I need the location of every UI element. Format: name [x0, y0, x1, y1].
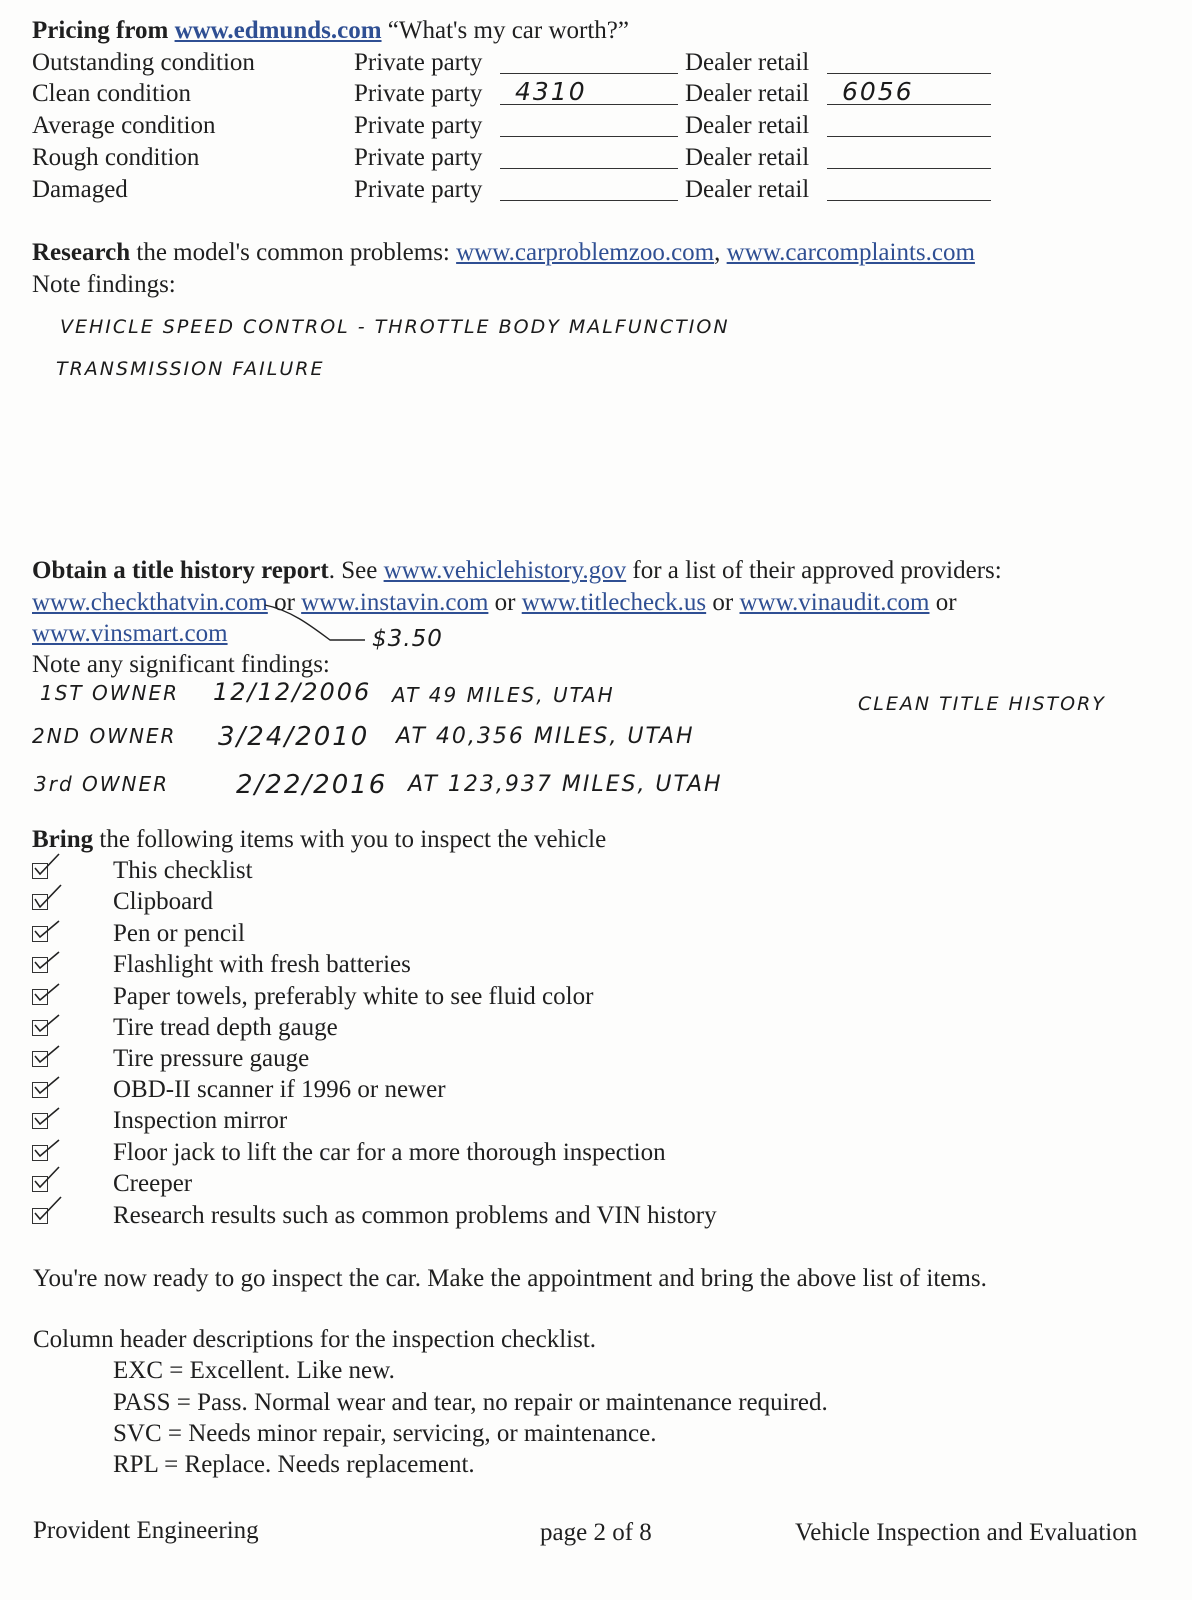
dealer-retail-value: 6056 [842, 77, 914, 106]
checklist-item-label: Tire pressure gauge [113, 1045, 310, 1072]
checklist-item-label: Research results such as common problems and VIN history [113, 1202, 717, 1229]
checkbox[interactable] [32, 1176, 48, 1192]
checklist-item-label: Flashlight with fresh batteries [113, 951, 411, 978]
condition-label: Clean condition [32, 80, 191, 107]
dealer-retail-label: Dealer retail [685, 49, 810, 76]
note-findings-label: Note findings: [32, 271, 176, 298]
dealer-retail-label: Dealer retail [685, 80, 810, 107]
title-history-text1: . See [328, 557, 378, 584]
owner-ordinal: 1ST OWNER [40, 681, 180, 705]
owner-date: 3/24/2010 [218, 722, 370, 752]
handwritten-finding: VEHICLE SPEED CONTROL - THROTTLE BODY MALFUNCTION [60, 316, 730, 338]
private-party-label: Private party [354, 144, 483, 171]
checklist-item-label: Tire tread depth gauge [113, 1014, 338, 1041]
carcomplaints-link[interactable]: www.carcomplaints.com [726, 239, 975, 266]
column-definition: SVC = Needs minor repair, servicing, or maintenance. [113, 1420, 657, 1447]
carproblemzoo-link[interactable]: www.carproblemzoo.com [456, 239, 715, 266]
title-summary: CLEAN TITLE HISTORY [858, 693, 1106, 715]
dealer-retail-label: Dealer retail [685, 176, 810, 203]
comma: , [714, 239, 721, 266]
checkmark-icon [31, 1134, 61, 1164]
condition-label: Outstanding condition [32, 49, 255, 76]
handwritten-finding: TRANSMISSION FAILURE [56, 358, 325, 380]
checkbox[interactable] [32, 1020, 48, 1036]
ready-text: You're now ready to go inspect the car. Make the appointment and bring the above list of items. [33, 1265, 987, 1292]
private-party-label: Private party [354, 176, 483, 203]
or-text: or [935, 589, 957, 616]
significant-findings-label: Note any significant findings: [32, 651, 330, 678]
checklist-item-label: Clipboard [113, 888, 213, 915]
vinsmart-link[interactable]: www.vinsmart.com [32, 620, 228, 647]
or-text: or [712, 589, 734, 616]
title-history-label: Obtain a title history report [32, 557, 329, 584]
footer-page-number: page 2 of 8 [540, 1519, 652, 1546]
checkmark-icon [31, 1071, 61, 1101]
research-text: the model's common problems: [136, 239, 450, 266]
checkthatvin-link[interactable]: www.checkthatvin.com [32, 589, 268, 616]
checkbox[interactable] [32, 1051, 48, 1067]
checkbox[interactable] [32, 926, 48, 942]
checklist-item-label: Paper towels, preferably white to see fluid color [113, 983, 594, 1010]
checkbox[interactable] [32, 1113, 48, 1129]
price-note: $3.50 [372, 626, 443, 652]
checkmark-icon [31, 852, 61, 882]
bring-text: the following items with you to inspect the vehicle [99, 826, 607, 853]
checkbox[interactable] [32, 1145, 48, 1161]
or-text: or [494, 589, 516, 616]
checklist-item-label: Floor jack to lift the car for a more thorough inspection [113, 1139, 666, 1166]
pricing-question: “What's my car worth?” [387, 17, 629, 44]
footer-document-title: Vehicle Inspection and Evaluation [795, 1519, 1138, 1546]
checklist-item-label: Creeper [113, 1170, 193, 1197]
checkbox[interactable] [32, 989, 48, 1005]
private-party-value: 4310 [515, 77, 587, 106]
owner-ordinal: 3rd OWNER [34, 772, 170, 796]
checkmark-icon [31, 1165, 61, 1195]
checklist-item-label: Pen or pencil [113, 920, 245, 947]
column-definition: EXC = Excellent. Like new. [113, 1357, 395, 1384]
titlecheck-link[interactable]: www.titlecheck.us [521, 589, 707, 616]
pricing-label: Pricing from [32, 17, 169, 44]
column-descriptions-intro: Column header descriptions for the inspection checklist. [33, 1326, 597, 1353]
bring-label: Bring [32, 826, 94, 853]
private-party-label: Private party [354, 49, 483, 76]
condition-label: Rough condition [32, 144, 200, 171]
dealer-retail-label: Dealer retail [685, 112, 810, 139]
owner-details: AT 49 MILES, UTAH [392, 683, 615, 707]
checklist-item-label: This checklist [113, 857, 253, 884]
condition-label: Average condition [32, 112, 216, 139]
vehiclehistory-link[interactable]: www.vehiclehistory.gov [383, 557, 627, 584]
owner-ordinal: 2ND OWNER [32, 724, 177, 748]
checkmark-icon [31, 978, 61, 1008]
column-definition: RPL = Replace. Needs replacement. [113, 1451, 475, 1478]
checkbox[interactable] [32, 1208, 48, 1224]
title-history-text2: for a list of their approved providers: [632, 557, 1002, 584]
checkmark-icon [31, 946, 61, 976]
checkmark-icon [31, 1197, 61, 1227]
checkbox[interactable] [32, 894, 48, 910]
dealer-retail-label: Dealer retail [685, 144, 810, 171]
owner-details: AT 123,937 MILES, UTAH [408, 772, 723, 797]
checkmark-icon [31, 1102, 61, 1132]
checkmark-icon [31, 1009, 61, 1039]
footer-company: Provident Engineering [33, 1517, 259, 1544]
checkbox[interactable] [32, 1082, 48, 1098]
checkmark-icon [31, 1040, 61, 1070]
checkbox[interactable] [32, 957, 48, 973]
checkmark-icon [31, 883, 61, 913]
owner-date: 12/12/2006 [213, 678, 372, 706]
edmunds-link[interactable]: www.edmunds.com [174, 17, 382, 44]
instavin-link[interactable]: www.instavin.com [301, 589, 489, 616]
column-definition: PASS = Pass. Normal wear and tear, no repair or maintenance required. [113, 1389, 828, 1416]
vinaudit-link[interactable]: www.vinaudit.com [739, 589, 930, 616]
or-text: or [274, 589, 295, 616]
checklist-item-label: Inspection mirror [113, 1107, 288, 1134]
checklist-item-label: OBD-II scanner if 1996 or newer [113, 1076, 446, 1103]
private-party-label: Private party [354, 80, 483, 107]
condition-label: Damaged [32, 176, 128, 203]
owner-details: AT 40,356 MILES, UTAH [396, 724, 695, 749]
research-label: Research [32, 239, 131, 266]
owner-date: 2/22/2016 [236, 770, 388, 800]
private-party-label: Private party [354, 112, 483, 139]
checkbox[interactable] [32, 863, 48, 879]
checkmark-icon [31, 915, 61, 945]
bring-heading [32, 827, 606, 852]
